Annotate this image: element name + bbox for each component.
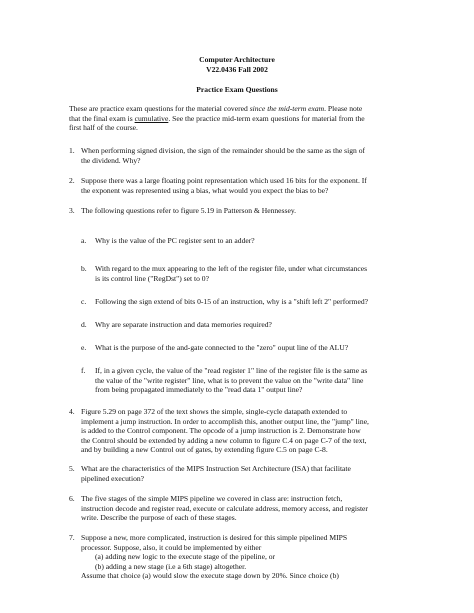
subquestion-letter: e.	[81, 343, 87, 352]
course-section: V22.0436 Fall 2002	[206, 65, 268, 74]
subquestion-3a: Why is the value of the PC register sent to an adder?	[95, 236, 255, 245]
course-title: Computer Architecture	[199, 55, 275, 64]
question-number: 2.	[69, 176, 75, 185]
question-2: Suppose there was a large floating point representation which used 16 bits for the exponent. If the exponent was represented using a bias, what would you expect the bias to be?	[81, 176, 367, 195]
intro-line: that the final exam is cumulative. See the practice mid-term exam questions for material from the	[69, 113, 365, 123]
question-7-tail: Assume that choice (a) would slow the execute stage down by 20%. Since choice (b)	[81, 571, 339, 580]
question-number: 5.	[69, 464, 75, 473]
question-7-options: (a) adding new logic to the execute stage of the pipeline, or (b) adding a new stage (i.e a 6th stage) altogether.	[95, 552, 276, 571]
subquestion-3e: What is the purpose of the and-gate connected to the "zero" ouput line of the ALU?	[95, 343, 349, 352]
question-3: The following questions refer to figure 5.19 in Patterson & Hennessey.	[81, 206, 297, 215]
question-number: 4.	[69, 407, 75, 416]
subquestion-letter: c.	[81, 297, 87, 306]
intro-line: These are practice exam questions for the material covered since the mid-term exam. Please note	[69, 104, 363, 113]
intro-line: first half of the course.	[69, 123, 138, 133]
question-6: The five stages of the simple MIPS pipeline we covered in class are: instruction fetch, instruction decode and register read, execute or calculate address, memory access, and register write. Describe the purpose of each of these stages.	[81, 494, 368, 523]
subquestion-3f: If, in a given cycle, the value of the "read register 1" line of the register file is the same as the value of the "write register" line, what is to prevent the value on the "write data" line from being propagated immediately to the "read data 1" output line?	[95, 366, 368, 395]
question-number: 1.	[69, 146, 75, 155]
subquestion-3b: With regard to the mux appearing to the left of the register file, under what circumstances is its control line ("RegDst") set to 0?	[95, 264, 368, 283]
subquestion-3c: Following the sign extend of bits 0-15 of an instruction, why is a "shift left 2" performed?	[95, 297, 368, 306]
subquestion-letter: f.	[81, 366, 86, 375]
intro-paragraph	[69, 104, 365, 133]
question-4: Figure 5.29 on page 372 of the text shows the simple, single-cycle datapath extended to implement a jump instruction. In order to accomplish this, another output line, the "jump" line, is added to the Control component. The opcode of a jump instruction is 2. Demonstrate how the Control should be extended by adding a new column to figure C.4 on page C-7 of the text, and by building a new Control out of gates, by extending figure C.5 on page C-8.	[81, 407, 369, 455]
question-number: 7.	[69, 533, 75, 542]
question-number: 3.	[69, 206, 75, 215]
question-5: What are the characteristics of the MIPS Instruction Set Architecture (ISA) that facilitate pipelined execution?	[81, 464, 351, 483]
question-number: 6.	[69, 494, 75, 503]
subquestion-letter: d.	[81, 320, 87, 329]
subquestion-letter: b.	[81, 264, 87, 273]
page-title: Practice Exam Questions	[196, 85, 278, 94]
subquestion-letter: a.	[81, 236, 87, 245]
question-1: When performing signed division, the sign of the remainder should be the same as the sign of the dividend. Why?	[81, 146, 366, 165]
question-7: Suppose a new, more complicated, instruction is desired for this simple pipelined MIPS processor. Suppose, also, it could be implemented by either	[81, 533, 348, 552]
subquestion-3d: Why are separate instruction and data memories required?	[95, 320, 272, 329]
